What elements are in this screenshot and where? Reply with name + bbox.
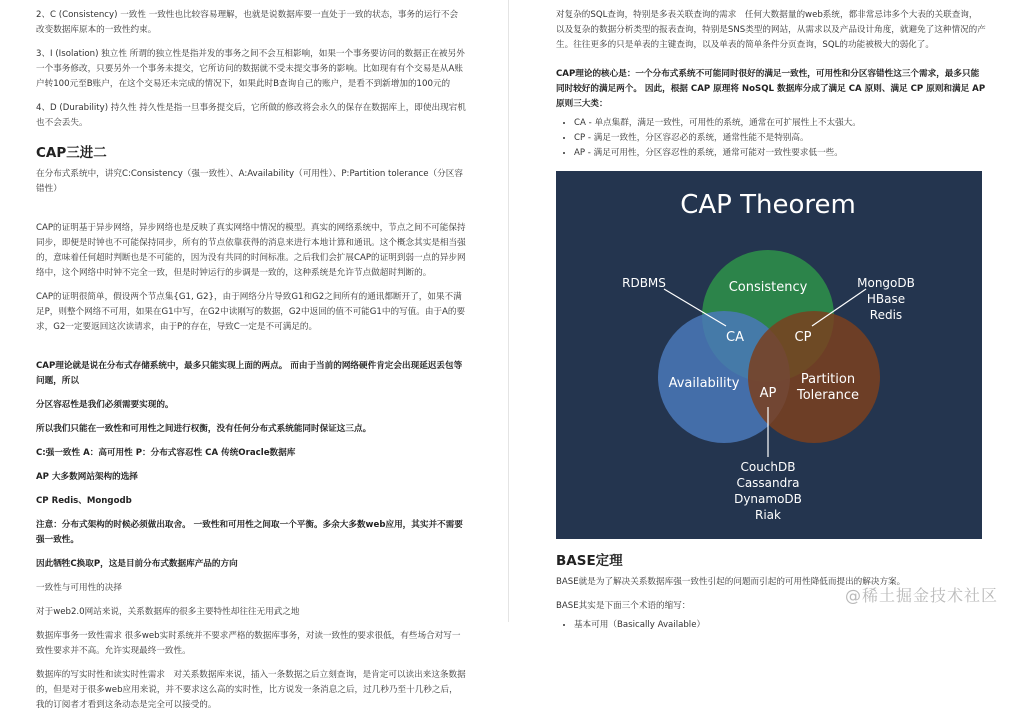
ap-db-label-2: Cassandra — [736, 476, 800, 490]
cp-label: CP — [794, 330, 812, 345]
right-page — [516, 0, 1016, 630]
cap-proof-paragraph: CAP的证明基于异步网络，异步网络也是反映了真实网络中情况的模型。真实的网络系统中，节点之间不可能保持同步，即便是时钟也不可能保持同步，所有的节点依靠获得的消息来进行本地计算和通讯。这个概念其实是相当强的，意味着任何超时判断也是不可能的，因为没有共同的时间标准。之后我们会扩展CAP的证明到弱一点的异步网络中，这个网络中时钟不完全一致，但是时钟运行的步调是一致的，这种系统是允许节点做超时判断的。 — [36, 223, 466, 278]
rdbms-label: RDBMS — [622, 276, 666, 290]
acid-isolation-paragraph: 3、I (Isolation) 独立性 所谓的独立性是指并发的事务之间不会互相影响，如果一个事务要访问的数据正在被另外一个事务修改，只要另外一个事务未提交，它所访问的数据就不受未提交事务的影响。比如现有有个交易是从A账户转100元至B账户，在这个交易还未完成的情况下，如果此时B查询自己的账户，是看不到新增加的100元的 — [36, 49, 465, 89]
acid-consistency-paragraph: 2、C (Consistency) 一致性 一致性也比较容易理解，也就是说数据库要一直处于一致的状态，事务的运行不会改变数据库原本的一致性约束。 — [36, 10, 459, 35]
figure-title: CAP Theorem — [680, 190, 856, 220]
base-heading: BASE定理 — [556, 553, 623, 569]
cap-summary-bold: CAP理论就是说在分布式存储系统中，最多只能实现上面的两点。 而由于当前的网络硬件肯定会出现延迟丢包等问题，所以 — [36, 361, 463, 386]
transaction-consistency-paragraph: 数据库事务一致性需求 很多web实时系统并不要求严格的数据库事务，对读一致性的要求很低，有些场合对写一致性要求并不高。允许实现最终一致性。 — [36, 631, 461, 656]
base-terms-paragraph: BASE其实是下面三个术语的缩写： — [556, 601, 691, 611]
ap-db-label-3: DynamoDB — [734, 492, 802, 506]
cap-theorem-figure — [556, 171, 982, 539]
realtime-paragraph: 数据库的写实时性和读实时性需求 对关系数据库来说，插入一条数据之后立刻查询，是肯定可以读出来这条数据的，但是对于很多web应用来说，并不要求这么高的实时性，比方说发一条消息之后，过几秒乃至十几秒之后，我的订阅者才看到这条动态是完全可以接受的。 — [36, 670, 466, 710]
availability-label: Availability — [668, 376, 740, 391]
list-item-ap: • AP - 满足可用性，分区容忍性的系统，通常可能对一致性要求低一些。 — [574, 146, 986, 161]
acid-durability-paragraph: 4、D (Durability) 持久性 持久性是指一旦事务提交后，它所做的修改将会永久的保存在数据库上，即使出现宕机也不会丢失。 — [36, 103, 466, 128]
ap-db-label-1: CouchDB — [740, 460, 796, 474]
cp-db-label-2: HBase — [866, 292, 906, 306]
note-bold: 注意：分布式架构的时候必须做出取舍。 一致性和可用性之间取一个平衡。多余大多数web应用，其实并不需要强一致性。 — [36, 520, 463, 545]
site-watermark: @稀土掘金技术社区 — [844, 586, 998, 605]
partition-required-bold: 分区容忍性是我们必须需要实现的。 — [36, 400, 174, 410]
base-intro-paragraph: BASE就是为了解决关系数据库强一致性引起的问题而引起的可用性降低而提出的解决方案。 — [556, 577, 906, 587]
cp-examples-bold: CP Redis、Mongodb — [36, 496, 132, 506]
ap-db-label-4: Riak — [755, 508, 781, 522]
cap-category-list — [556, 116, 986, 161]
web20-paragraph: 对于web2.0网站来说，关系数据库的很多主要特性却往往无用武之地 — [36, 607, 300, 617]
partition-label-1: Partition — [800, 372, 856, 387]
consistency-label: Consistency — [728, 280, 808, 295]
cap-definitions-bold: C:强一致性 A：高可用性 P：分布式容忍性 CA 传统Oracle数据库 — [36, 448, 296, 458]
left-page — [0, 0, 500, 710]
ca-label: CA — [726, 330, 744, 345]
list-item-basically-available: • 基本可用（Basically Available） — [574, 618, 986, 633]
cp-db-label-1: MongoDB — [857, 276, 915, 290]
cap-venn-diagram — [556, 171, 982, 539]
ap-label: AP — [759, 386, 777, 401]
partition-label-2: Tolerance — [797, 388, 859, 403]
page-divider — [508, 0, 509, 622]
cap-core-bold: CAP理论的核心是：一个分布式系统不可能同时很好的满足一致性，可用性和分区容错性这三个需求，最多只能同时较好的满足两个。 因此，根据 CAP 原理将 NoSQL 数据库分成了满足 CA 原则、满足 CP 原则和满足 AP 原则三大类： — [556, 69, 986, 109]
list-item-ca: • CA - 单点集群，满足一致性，可用性的系统，通常在可扩展性上不太强大。 — [574, 116, 986, 131]
cap-intro-paragraph: 在分布式系统中，讲究C:Consistency（强一致性）、A:Availability（可用性）、P:Partition tolerance（分区容错性） — [36, 169, 463, 194]
tradeoff-bold: 所以我们只能在一致性和可用性之间进行权衡，没有任何分布式系统能同时保证这三点。 — [36, 424, 372, 434]
ap-choice-bold: AP 大多数网站架构的选择 — [36, 472, 138, 482]
direction-bold: 因此牺牲C换取P，这是目前分布式数据库产品的方向 — [36, 559, 238, 569]
sql-query-paragraph: 对复杂的SQL查询，特别是多表关联查询的需求 任何大数据量的web系统，都非常忌讳多个大表的关联查询，以及复杂的数据分析类型的报表查询，特别是SNS类型的网站，从需求以及产品设计角度，就避免了这种情况的产生。往往更多的只是单表的主键查询，以及单表的简单条件分页查询，SQL的功能被极大的弱化了。 — [556, 10, 986, 50]
base-term-list — [556, 618, 986, 633]
cap-proof-example-paragraph: CAP的证明很简单，假设两个节点集{G1, G2}，由于网络分片导致G1和G2之间所有的通讯都断开了，如果不满足P，则整个网络不可用，如果在G1中写，在G2中读刚写的数据，G2中返回的值不可能G1中的写值。由于A的要求，G2一定要返回这次读请求，由于P的存在，导致C一定是不可满足的。 — [36, 292, 466, 332]
list-item-cp: • CP - 满足一致性，分区容忍必的系统，通常性能不是特别高。 — [574, 131, 986, 146]
cap-heading: CAP三进二 — [36, 145, 107, 161]
choice-heading-paragraph: 一致性与可用性的决择 — [36, 583, 122, 593]
cp-db-label-3: Redis — [869, 308, 903, 322]
